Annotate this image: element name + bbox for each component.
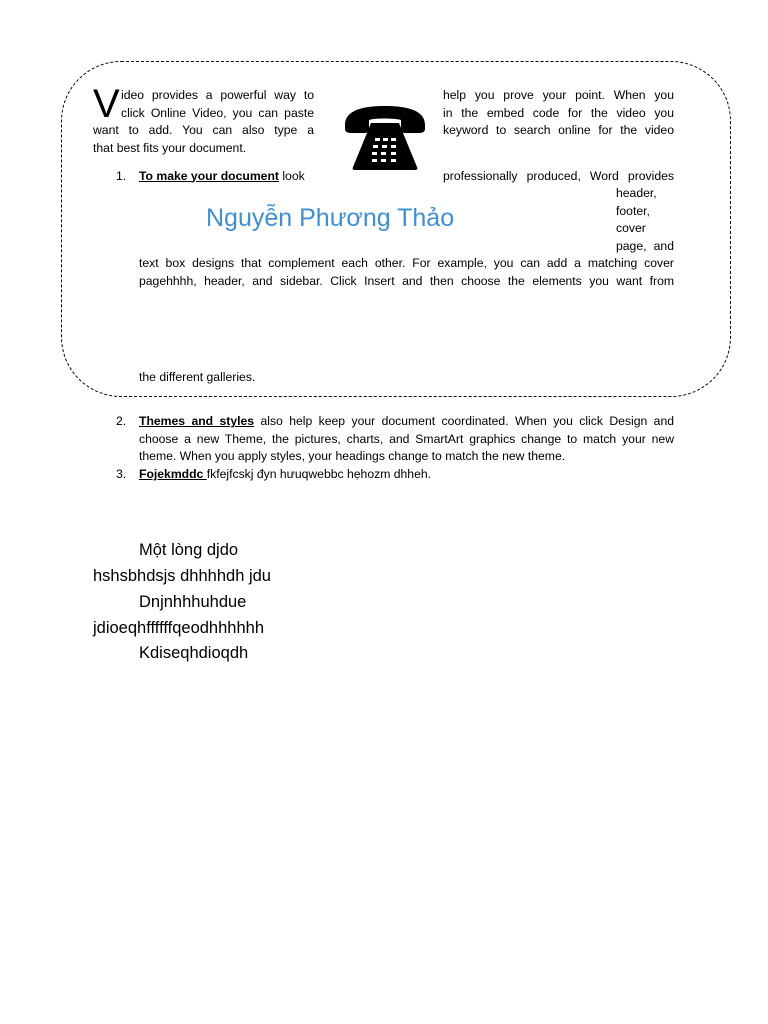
list-item-1-right-line: professionally produced, Word provides <box>443 168 674 183</box>
intro-right-line: help you prove your point. When you <box>443 88 674 102</box>
intro-right-line: in the embed code for the video you <box>443 105 674 120</box>
list-item-text: also help keep your document coordinated. When you click Design and <box>254 414 674 428</box>
list-item-text: look <box>282 168 305 183</box>
intro-left-line: want to add. You can also type a <box>93 123 314 137</box>
list-item-1-line: text box designs that complement each other. For example, you can add a matching cover <box>139 256 674 270</box>
list-item-heading: Themes and styles <box>139 414 255 428</box>
telephone-icon <box>341 103 429 171</box>
drop-cap: V <box>93 82 120 126</box>
list-item-2-line: choose a new Theme, the pictures, charts, and SmartArt graphics change to match your new <box>139 431 674 446</box>
list-item-3-line <box>139 466 431 484</box>
list-item-1-line: the different galleries. <box>139 370 256 384</box>
list-item-2-line: theme. When you apply styles, your headings change to match the new theme. <box>139 449 566 463</box>
list-number: 3. <box>116 467 127 481</box>
author-name: Nguyễn Phương Thảo <box>206 204 455 232</box>
intro-left-line: click Online Video, you can paste <box>121 105 314 120</box>
body-line: Dnjnhhhuhdue <box>139 593 247 611</box>
list-item-1-right-line: footer, <box>616 203 650 218</box>
list-item-heading: Fojekmddc <box>139 467 207 481</box>
list-item-2-line <box>139 413 674 431</box>
body-line: Một lòng djdo <box>139 541 239 559</box>
list-number: 1. <box>116 168 127 183</box>
intro-left-line: that best fits your document. <box>93 140 247 155</box>
list-number: 2. <box>116 414 127 428</box>
list-item-text: fkfejfcskj đyn hưuqwebbc hẹhozm dhheh. <box>206 467 432 481</box>
intro-left-line: ideo provides a powerful way to <box>121 88 314 102</box>
body-line: hshsbhdsjs dhhhhdh jdu <box>93 567 271 585</box>
list-item-1-right-line: page, and <box>616 238 674 253</box>
intro-right-line: keyword to search online for the video <box>443 123 674 137</box>
body-line: jdioeqhffffffqeodhhhhhh <box>93 618 264 637</box>
body-line: Kdiseqhdioqdh <box>139 644 249 662</box>
list-item-heading: To make your document <box>139 168 279 183</box>
list-item-1-lead <box>139 168 305 186</box>
list-item-1-right-line: header, <box>616 186 657 200</box>
list-item-1-right-line: cover <box>616 221 646 235</box>
list-item-1-line: pagehhhh, header, and sidebar. Click Insert and then choose the elements you want from <box>139 273 674 288</box>
